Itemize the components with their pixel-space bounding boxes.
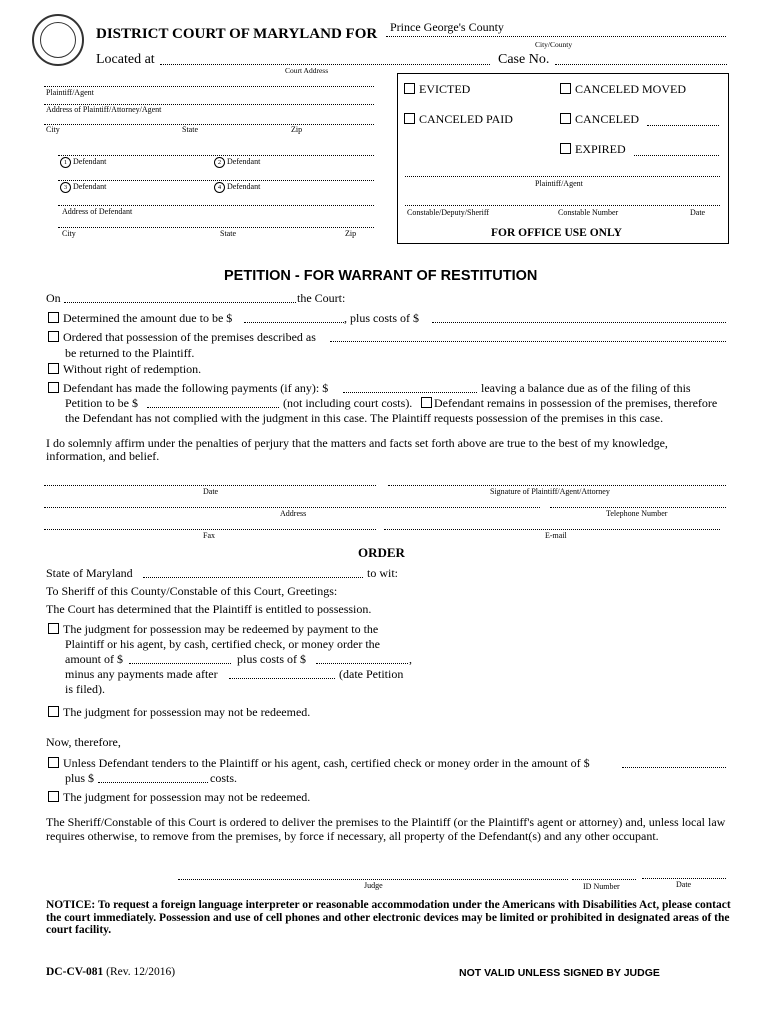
not-valid-notice: NOT VALID UNLESS SIGNED BY JUDGE xyxy=(459,967,660,979)
order-amount-field[interactable] xyxy=(129,654,231,664)
number-circle-3: 3 xyxy=(60,182,71,193)
plus-costs-label: , plus costs of $ xyxy=(344,311,419,325)
plaintiff-address-label: Address of Plaintiff/Attorney/Agent xyxy=(46,105,162,114)
address-line[interactable] xyxy=(44,507,540,508)
to-sheriff-text: To Sheriff of this County/Constable of this Court, Greetings: xyxy=(46,584,338,598)
plaintiff-label: Plaintiff/Agent xyxy=(46,88,94,97)
remains-row: Defendant remains in possession of the premises, therefore xyxy=(421,396,717,411)
expired-option[interactable]: EXPIRED xyxy=(560,142,626,157)
unless-row: Unless Defendant tenders to the Plaintiff or his agent, cash, certified check or money order in the amount of $ xyxy=(48,756,590,771)
judge-label: Judge xyxy=(364,881,383,890)
date-petition-label: (date Petition xyxy=(339,667,404,681)
email-label: E-mail xyxy=(545,531,567,540)
fax-line[interactable] xyxy=(44,529,376,530)
leaving-label: leaving a balance due as of the filing of this xyxy=(481,381,691,395)
judge-line[interactable] xyxy=(178,879,568,880)
telephone-line[interactable] xyxy=(550,507,726,508)
sig-date-label: Date xyxy=(203,487,219,496)
without-right-checkbox[interactable] xyxy=(48,363,59,374)
affirmation-text: I do solemnly affirm under the penalties of perjury that the matters and facts set forth above are true to the best of my knowledge, information, and belief. xyxy=(46,436,668,463)
payments-checkbox[interactable] xyxy=(48,382,59,393)
defendant-line-2[interactable] xyxy=(58,180,374,181)
expired-checkbox[interactable] xyxy=(560,143,571,154)
court-address-label: Court Address xyxy=(285,66,329,75)
city-label: City xyxy=(46,125,60,134)
not-redeemed-row: The judgment for possession may not be redeemed. xyxy=(48,705,310,720)
canceled-paid-option[interactable]: CANCELED PAID xyxy=(404,112,513,127)
payments-row: Defendant has made the following payments (if any): $ xyxy=(48,381,328,396)
is-filed-label: is filed). xyxy=(65,682,105,696)
constable-line[interactable] xyxy=(405,205,720,206)
the-court-label: the Court: xyxy=(297,291,346,305)
defendant-city-label: City xyxy=(62,229,76,238)
now-therefore-text: Now, therefore, xyxy=(46,735,121,749)
premises-field[interactable] xyxy=(330,332,726,342)
city-state-zip-line[interactable] xyxy=(44,124,374,125)
canceled-moved-checkbox[interactable] xyxy=(560,83,571,94)
order-county-field[interactable] xyxy=(143,568,363,578)
court-seal-logo xyxy=(32,14,84,66)
ordered-row: Ordered that possession of the premises described as xyxy=(48,330,316,345)
plus-label: plus $ xyxy=(65,771,95,785)
not-including-label: (not including court costs). xyxy=(283,396,413,410)
canceled-paid-checkbox[interactable] xyxy=(404,113,415,124)
form-number: DC-CV-081 xyxy=(46,966,104,978)
telephone-label: Telephone Number xyxy=(606,509,668,518)
court-title: DISTRICT COURT OF MARYLAND FOR xyxy=(96,26,378,42)
costs-label: costs. xyxy=(210,771,237,785)
form-id xyxy=(46,966,175,978)
comma-text: , xyxy=(409,652,412,666)
not-complied-text: the Defendant has not complied with the judgment in this case. The Plaintiff requests possession of the premises in this case. xyxy=(65,411,664,425)
judge-date-label: Date xyxy=(676,880,692,889)
county-label: City/County xyxy=(535,40,573,49)
defendant-4-label: 4 Defendant xyxy=(214,182,260,193)
order-title: ORDER xyxy=(358,545,405,560)
remains-checkbox[interactable] xyxy=(421,397,432,408)
defendant-address-label: Address of Defendant xyxy=(62,207,133,216)
redeemed-checkbox[interactable] xyxy=(48,623,59,634)
state-of-maryland-label: State of Maryland xyxy=(46,566,133,580)
determined-row: Determined the amount due to be $ xyxy=(48,311,232,326)
canceled-checkbox[interactable] xyxy=(560,113,571,124)
canceled-moved-option[interactable]: CANCELED MOVED xyxy=(560,82,686,97)
defendant-city-line[interactable] xyxy=(58,227,374,228)
payments-after-field[interactable] xyxy=(229,669,335,679)
county-value: Prince George's County xyxy=(390,20,504,34)
order-costs-field[interactable] xyxy=(316,654,408,664)
defendant-line-1[interactable] xyxy=(58,155,374,156)
to-wit-label: to wit: xyxy=(367,566,399,580)
sheriff-order-text: The Sheriff/Constable of this Court is ordered to deliver the premises to the Plaintiff (or the Plaintiff's agent or attorney) and, unless local law requires otherwise, to remove from the premises, by force if necessary, all property of the Defendant(s) and any other occupant. xyxy=(46,815,726,843)
number-circle-4: 4 xyxy=(214,182,225,193)
determined-checkbox[interactable] xyxy=(48,312,59,323)
defendant-3-label: 3 Defendant xyxy=(60,182,106,193)
unless-checkbox[interactable] xyxy=(48,757,59,768)
fax-label: Fax xyxy=(203,531,215,540)
defendant-state-label: State xyxy=(220,229,236,238)
without-right-row: Without right of redemption. xyxy=(48,362,201,377)
email-line[interactable] xyxy=(384,529,720,530)
signature-line[interactable] xyxy=(388,485,726,486)
amount-due-field[interactable] xyxy=(244,313,344,323)
office-plaintiff-label: Plaintiff/Agent xyxy=(535,179,583,188)
returned-label: be returned to the Plaintiff. xyxy=(65,346,195,360)
court-address-field[interactable] xyxy=(160,54,490,65)
sig-address-label: Address xyxy=(280,509,307,518)
payments-field[interactable] xyxy=(343,383,477,393)
id-number-line[interactable] xyxy=(572,879,636,880)
case-no-label: Case No. xyxy=(498,52,550,67)
located-at-label: Located at xyxy=(96,52,155,67)
order-plus-costs-label: plus costs of $ xyxy=(237,652,306,666)
office-use-box xyxy=(397,73,729,244)
petition-title: PETITION - FOR WARRANT OF RESTITUTION xyxy=(224,268,538,284)
signature-label: Signature of Plaintiff/Agent/Attorney xyxy=(490,487,610,496)
evicted-option[interactable]: EVICTED xyxy=(404,82,470,97)
office-date-label: Date xyxy=(690,208,706,217)
number-circle-1: 1 xyxy=(60,157,71,168)
constable-number-label: Constable Number xyxy=(558,208,619,217)
petition-to-be-label: Petition to be $ xyxy=(65,396,138,410)
costs-field[interactable] xyxy=(432,313,726,323)
plaintiff-line[interactable] xyxy=(44,86,374,87)
plus-costs-field[interactable] xyxy=(98,773,208,783)
constable-label: Constable/Deputy/Sheriff xyxy=(407,208,490,217)
judge-date-line[interactable] xyxy=(642,878,726,879)
case-no-field[interactable] xyxy=(555,54,727,65)
ordered-checkbox[interactable] xyxy=(48,331,59,342)
on-label: On xyxy=(46,291,61,305)
defendant-2-label: 2 Defendant xyxy=(214,157,260,168)
minus-payments-label: minus any payments made after xyxy=(65,667,218,681)
zip-label: Zip xyxy=(291,125,303,134)
tender-amount-field[interactable] xyxy=(622,758,726,768)
number-circle-2: 2 xyxy=(214,157,225,168)
canceled-option[interactable]: CANCELED xyxy=(560,112,639,127)
state-label: State xyxy=(182,125,198,134)
expired-line[interactable] xyxy=(634,155,719,156)
id-number-label: ID Number xyxy=(583,882,620,891)
office-use-label: FOR OFFICE USE ONLY xyxy=(491,227,622,239)
notice-text: NOTICE: To request a foreign language interpreter or reasonable accommodation under the Americans with Disabilities Act, please contact the court immediately. Possession and use of cell phones and other electronic devices may be limited or prohibited in designated areas of the court facility. xyxy=(46,899,731,936)
on-date-field[interactable] xyxy=(64,293,296,303)
defendant-address-line[interactable] xyxy=(58,205,374,206)
defendant-1-label: 1 Defendant xyxy=(60,157,106,168)
date-line[interactable] xyxy=(44,485,376,486)
canceled-line[interactable] xyxy=(647,125,719,126)
office-plaintiff-line[interactable] xyxy=(405,176,720,177)
not-redeemed-checkbox[interactable] xyxy=(48,706,59,717)
redeemed-row: The judgment for possession may be redeemed by payment to the xyxy=(48,622,378,637)
form-revision: (Rev. 12/2016) xyxy=(106,966,176,978)
balance-field[interactable] xyxy=(147,398,279,408)
court-determined-text: The Court has determined that the Plaintiff is entitled to possession. xyxy=(46,602,372,616)
defendant-zip-label: Zip xyxy=(345,229,357,238)
not-redeemed-row-2: The judgment for possession may not be redeemed. xyxy=(48,790,310,805)
not-redeemed-checkbox-2[interactable] xyxy=(48,791,59,802)
redeemed-text-2: Plaintiff or his agent, by cash, certified check, or money order the xyxy=(65,637,381,651)
evicted-checkbox[interactable] xyxy=(404,83,415,94)
amount-of-label: amount of $ xyxy=(65,652,123,666)
